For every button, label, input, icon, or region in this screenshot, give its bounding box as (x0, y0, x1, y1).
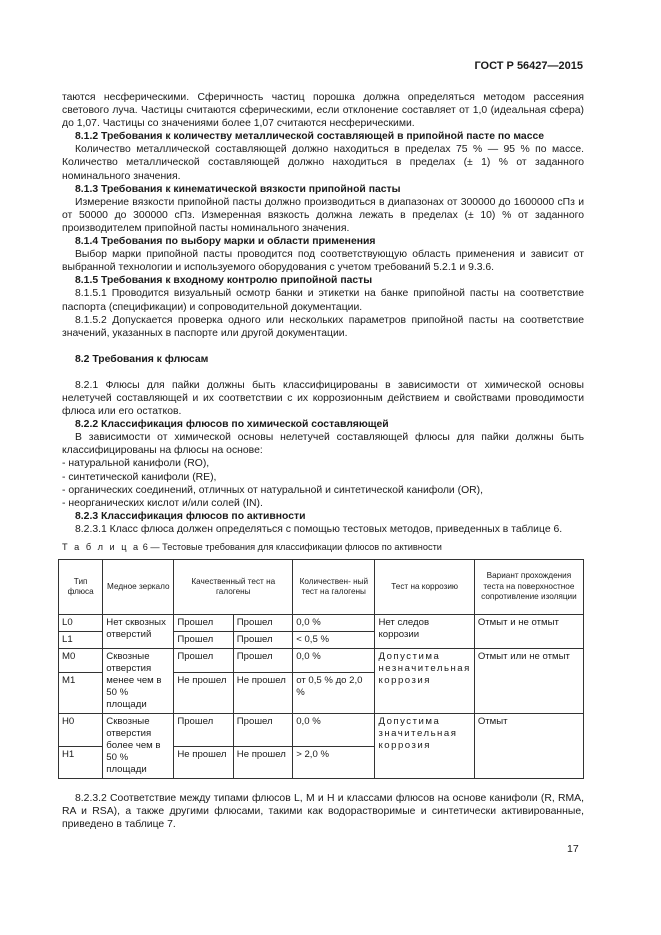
table-cell: < 0,5 % (293, 632, 375, 649)
table-row (59, 615, 584, 632)
header-sir-test: Вариант прохождения теста на поверхностное сопротивление изоляции (474, 560, 583, 615)
table-cell: Прошел (233, 632, 292, 649)
table-cell: L0 (59, 615, 103, 632)
table-row (59, 649, 584, 673)
section-heading: 8.1.5 Требования к входному контролю припойной пасты (75, 275, 373, 287)
paragraph: 8.2.3.1 Класс флюса должен определяться с помощью тестовых методов, приведенных в таблице 6. (75, 523, 563, 535)
list-item: - органических соединений, отличных от натуральной и синтетической канифоли (OR), (62, 484, 484, 496)
table-cell: 0,0 % (293, 649, 375, 673)
paragraph: 8.1.5.2 Допускается проверка одного или нескольких параметров припойной пасты на соответствие значений, указанных в паспорте или другой документации. (62, 314, 584, 339)
section-heading: 8.2 Требования к флюсам (75, 353, 209, 365)
list-item: - натуральной канифоли (RO), (62, 458, 210, 470)
table-cell: Сквозные отверстия более чем в 50 % площади (103, 714, 174, 779)
table-cell: Нет следов коррозии (375, 615, 474, 649)
paragraph: 8.2.1 Флюсы для пайки должны быть классифицированы в зависимости от химической основы нелетучей составляющей и их соответствии с их коррозионным действием и свойствами проводимости флюса или его остатков. (62, 379, 584, 418)
table-cell: L1 (59, 632, 103, 649)
paragraph: В зависимости от химической основы нелетучей составляющей флюсы для пайки должны быть классифицированы на флюсы на основе: (62, 432, 584, 457)
table-row (59, 714, 584, 747)
table-cell: Не прошел (233, 746, 292, 779)
table-cell: Не прошел (174, 673, 233, 714)
table-cell: Прошел (174, 649, 233, 673)
paragraph: таются несферическими. Сферичность частиц порошка должна определяться методом рассеяния светового луча. Частицы считаются сферическими, если отклонение составляет от 1,0 (идеальная сфера) до 1,07. Частицы со значениями более 1,07 считаются несферическими. (62, 92, 584, 130)
table-cell: Прошел (174, 714, 233, 747)
table-cell: M0 (59, 649, 103, 673)
table-cell: от 0,5 % до 2,0 % (293, 673, 375, 714)
table-header-row (59, 560, 584, 615)
header-quantitative-halide: Количествен- ный тест на галогены (293, 560, 375, 615)
table-cell: > 2,0 % (293, 746, 375, 779)
standard-number: ГОСТ Р 56427—2015 (474, 60, 583, 72)
list-item: - неорганических кислот и/или солей (IN). (62, 497, 263, 509)
paragraph: Количество металлической составляющей должно находиться в пределах 75 % — 95 % по массе. Количество металлической составляющей должно находиться в пределах (± 1) % от заданного номинального значения. (62, 144, 584, 182)
paragraph: Измерение вязкости припойной пасты должно производиться в диапазонах от 300000 до 1600000 сПз и от 50000 до 300000 сПз. Измеренная вязкость должна лежать в пределах (± 10) % от заданного производителем припойной пасты номинального значения. (62, 196, 584, 234)
section-heading: 8.1.4 Требования по выбору марки и области применения (75, 236, 376, 248)
page-number: 17 (567, 843, 579, 855)
paragraph: Выбор марки припойной пасты проводится под соответствующую область применения и зависит от выбранной технологии и используемого оборудования с учетом требований 5.2.1 и 9.3.6. (62, 249, 584, 274)
table-cell: H0 (59, 714, 103, 747)
table-cell: Прошел (174, 615, 233, 632)
section-heading: 8.1.2 Требования к количеству металлической составляющей в припойной пасте по массе (75, 131, 545, 143)
paragraph: 8.2.3.2 Соответствие между типами флюсов L, M и H и классами флюсов на основе канифоли (R, RMA, RA и RSA), а также другими флюсами, такими как водорастворимые и синтетически активированные, приведено в таблице 7. (62, 793, 584, 831)
table-caption-text: 6 — Тестовые требования для классификации флюсов по активности (140, 542, 442, 552)
header-corrosion-test: Тест на коррозию (375, 560, 474, 615)
paragraph: 8.1.5.1 Проводится визуальный осмотр банки и этикетки на банке припойной пасты на соответствие паспорта (спецификации) и сопроводительной документации. (62, 288, 584, 313)
flux-activity-table (58, 559, 584, 779)
table-cell: 0,0 % (293, 714, 375, 747)
table-cell: M1 (59, 673, 103, 714)
table-cell: Отмыт и не отмыт (474, 615, 583, 649)
table-cell: 0,0 % (293, 615, 375, 632)
table-cell: Не прошел (174, 746, 233, 779)
page-body (62, 91, 584, 831)
table-cell: Прошел (174, 632, 233, 649)
table-cell: Нет сквозных отверстий (103, 615, 174, 649)
table-cell: Не прошел (233, 673, 292, 714)
table-cell: Прошел (233, 714, 292, 747)
table-cell: Отмыт (474, 714, 583, 779)
table-caption-prefix: Т а б л и ц а (62, 542, 141, 552)
table-cell: Допустима незначительная коррозия (375, 649, 474, 714)
header-copper-mirror: Медное зеркало (103, 560, 174, 615)
section-heading: 8.2.2 Классификация флюсов по химической составляющей (75, 419, 389, 431)
table-cell: Отмыт или не отмыт (474, 649, 583, 714)
header-flux-type: Тип флюса (59, 560, 103, 615)
table-cell: Прошел (233, 649, 292, 673)
table-caption (62, 541, 584, 554)
table-cell: Допустима значительная коррозия (375, 714, 474, 779)
list-item: - синтетической канифоли (RE), (62, 471, 217, 483)
table-cell: Сквозные отверстия менее чем в 50 % площади (103, 649, 174, 714)
section-heading: 8.2.3 Классификация флюсов по активности (75, 510, 306, 522)
header-qualitative-halide: Качественный тест на галогены (174, 560, 293, 615)
section-heading: 8.1.3 Требования к кинематической вязкости припойной пасты (75, 183, 401, 195)
table-cell: H1 (59, 746, 103, 779)
table-cell: Прошел (233, 615, 292, 632)
